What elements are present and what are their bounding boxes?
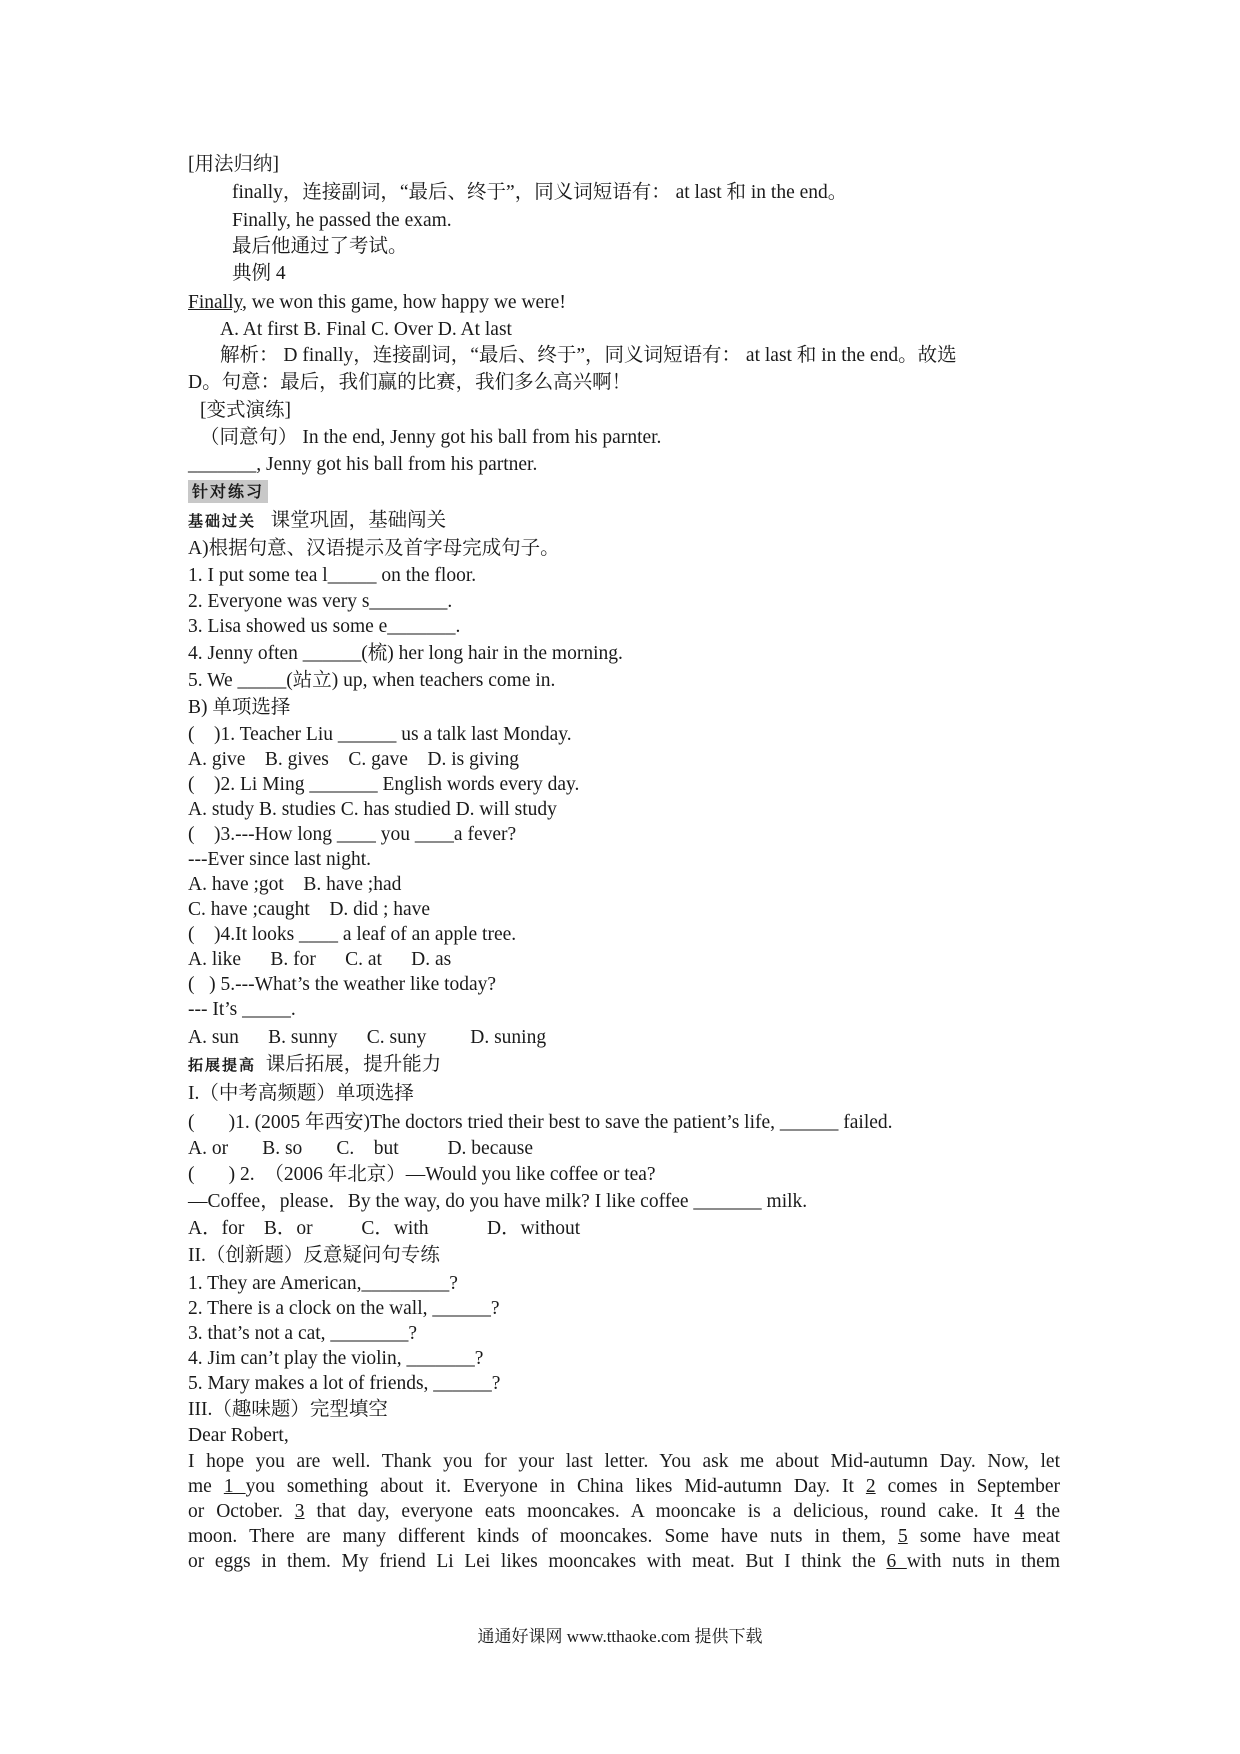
letter-greeting: Dear Robert, xyxy=(188,1425,289,1446)
partB-line: A. sun B. sunny C. suny D. suning xyxy=(188,1027,547,1048)
sec2-line: 5. Mary makes a lot of friends, ______? xyxy=(188,1373,501,1394)
sec2-title: II.（创新题）反意疑问句专练 xyxy=(188,1245,440,1266)
letter-text: moon. There are many different kinds of mooncakes. Some have nuts in them, xyxy=(188,1526,898,1547)
usage-line-2: Finally, he passed the exam. xyxy=(232,210,452,231)
partB-line: A. study B. studies C. has studied D. will study xyxy=(188,799,557,820)
sec1-line: ( ) 2. （2006 年北京）—Would you like coffee or tea? xyxy=(188,1164,656,1185)
sec2-line: 3. that’s not a cat, ________? xyxy=(188,1323,418,1344)
extension-heading xyxy=(188,1052,441,1078)
letter-text: that day, everyone eats mooncakes. A mooncake is a delicious, round cake. It xyxy=(304,1501,1015,1522)
sec2-line: 4. Jim can’t play the violin, _______? xyxy=(188,1348,484,1369)
letter-text: comes in September xyxy=(875,1476,1061,1497)
blank-4: 4 xyxy=(1014,1501,1025,1522)
variant-line-1: （同意句） In the end, Jenny got his ball from his parnter. xyxy=(200,427,662,448)
variant-line-2: _______, Jenny got his ball from his partner. xyxy=(188,454,538,475)
partA-item: 4. Jenny often ______(梳) her long hair in the morning. xyxy=(188,643,623,664)
example4-options: A. At first B. Final C. Over D. At last xyxy=(220,319,512,340)
letter-text: the xyxy=(1024,1501,1060,1522)
partA-item: 3. Lisa showed us some e_______. xyxy=(188,616,461,637)
blank-2: 2 xyxy=(865,1476,876,1497)
ext-tag: 拓展提高 xyxy=(188,1056,257,1074)
partB-line: ---Ever since last night. xyxy=(188,849,372,870)
example4-sentence xyxy=(188,290,566,316)
partA-title: A)根据句意、汉语提示及首字母完成句子。 xyxy=(188,538,560,559)
sec1-line: ( )1. (2005 年西安)The doctors tried their best to save the patient’s life, ______ failed. xyxy=(188,1112,893,1133)
sec1-line: —Coffee，please．By the way, do you have milk? I like coffee _______ milk. xyxy=(188,1191,808,1212)
partB-line: ( )4.It looks ____ a leaf of an apple tree. xyxy=(188,924,517,945)
sec2-line: 2. There is a clock on the wall, ______? xyxy=(188,1298,500,1319)
example4-analysis-2: D。句意：最后，我们赢的比赛，我们多么高兴啊！ xyxy=(188,372,632,393)
blank-5: 5 xyxy=(897,1526,908,1547)
blank-1: 1 xyxy=(223,1476,246,1497)
partB-line: --- It’s _____. xyxy=(188,999,296,1020)
partB-line: ( ) 5.---What’s the weather like today? xyxy=(188,974,497,995)
partA-item: 5. We _____(站立) up, when teachers come in. xyxy=(188,670,556,691)
basic-heading xyxy=(188,508,446,534)
letter-line-3 xyxy=(188,1499,1060,1525)
practice-badge-label: 针对练习 xyxy=(188,480,268,503)
page-footer: 通通好课网 www.tthaoke.com 提供下载 xyxy=(477,1627,763,1646)
partB-line: A. give B. gives C. gave D. is giving xyxy=(188,749,519,770)
letter-line-5 xyxy=(188,1549,1060,1575)
example4-analysis-1: 解析： D finally，连接副词，“最后、终于”，同义词短语有： at last 和 in the end。故选 xyxy=(220,345,957,366)
sec1-line: A．for B．or C．with D．without xyxy=(188,1218,581,1239)
example4-underlined: Finally xyxy=(188,292,242,313)
practice-badge xyxy=(188,479,268,505)
partB-title: B) 单项选择 xyxy=(188,697,291,718)
letter-line-1: I hope you are well. Thank you for your last letter. You ask me about Mid-autumn Day. Now, let xyxy=(188,1451,1060,1472)
letter-text: or eggs in them. My friend Li Lei likes mooncakes with meat. But I think the xyxy=(188,1551,887,1572)
letter-text: with nuts in them xyxy=(906,1551,1060,1572)
example4-rest: , we won this game, how happy we were! xyxy=(242,292,566,313)
partA-item: 2. Everyone was very s________. xyxy=(188,591,453,612)
letter-text: some have meat xyxy=(907,1526,1060,1547)
partB-line: ( )3.---How long ____ you ____a fever? xyxy=(188,824,517,845)
usage-line-1: finally，连接副词，“最后、终于”，同义词短语有： at last 和 in the end。 xyxy=(232,182,848,203)
letter-text: or October. xyxy=(188,1501,295,1522)
blank-3: 3 xyxy=(294,1501,305,1522)
partA-item: 1. I put some tea l_____ on the floor. xyxy=(188,565,477,586)
sec1-title: I.（中考高频题）单项选择 xyxy=(188,1083,414,1104)
sec3-title: III.（趣味题）完型填空 xyxy=(188,1399,388,1420)
ext-title: 课后拓展，提升能力 xyxy=(265,1054,442,1075)
letter-line-2 xyxy=(188,1474,1060,1500)
blank-6: 6 xyxy=(886,1551,907,1572)
partB-line: ( )2. Li Ming _______ English words every day. xyxy=(188,774,580,795)
letter-line-4 xyxy=(188,1524,1060,1550)
basic-tag: 基础过关 xyxy=(188,512,257,530)
variant-heading: [变式演练] xyxy=(200,400,291,421)
partB-line: C. have ;caught D. did ; have xyxy=(188,899,431,920)
basic-title: 课堂巩固，基础闯关 xyxy=(270,510,447,531)
usage-line-4: 典例 4 xyxy=(232,263,286,284)
usage-heading: [用法归纳] xyxy=(188,154,279,175)
letter-text: you something about it. Everyone in China likes Mid-autumn Day. It xyxy=(245,1476,866,1497)
partB-line: ( )1. Teacher Liu ______ us a talk last Monday. xyxy=(188,724,572,745)
sec1-line: A. or B. so C. but D. because xyxy=(188,1138,534,1159)
usage-line-3: 最后他通过了考试。 xyxy=(232,236,408,257)
partB-line: A. like B. for C. at D. as xyxy=(188,949,452,970)
partB-line: A. have ;got B. have ;had xyxy=(188,874,402,895)
letter-text: me xyxy=(188,1476,224,1497)
sec2-line: 1. They are American,_________? xyxy=(188,1273,458,1294)
